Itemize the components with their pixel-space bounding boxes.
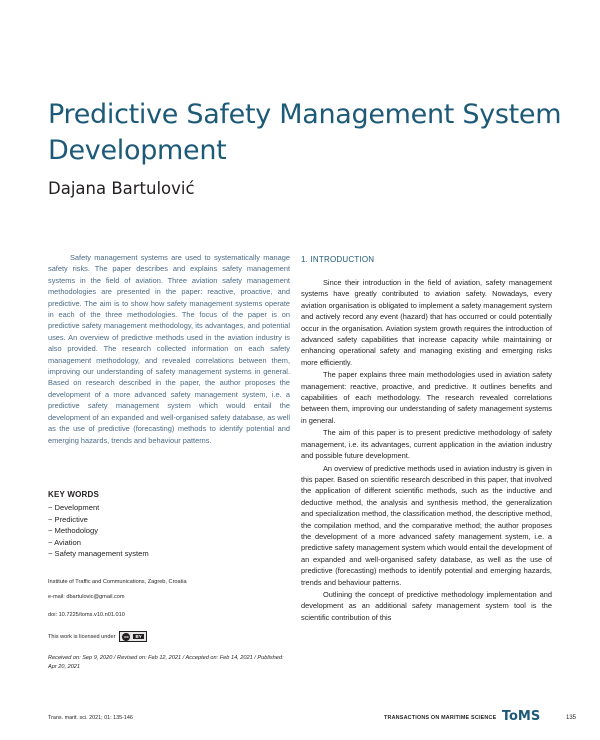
author-email[interactable]: e-mail: dbartulovic@gmail.com bbox=[48, 594, 125, 600]
keywords-list bbox=[48, 502, 149, 560]
keyword-item: ~ Safety management system bbox=[48, 549, 149, 559]
body-paragraph: The paper explains three main methodologies used in aviation safety management: reactive, proactive, and predictive. It outlines benefits and capabilities of each methodology. The research revealed correlations between them, improving our understanding of safety management systems in general. bbox=[301, 370, 552, 425]
footer-citation: Trans. marit. sci. 2021; 01: 135-146 bbox=[48, 715, 133, 721]
introduction-body bbox=[301, 277, 552, 624]
body-paragraph: The aim of this paper is to present predictive methodology of safety management, i.e. its advantages, current application in the aviation industry and possible future development. bbox=[301, 428, 552, 461]
paper-title: Predictive Safety Management System Development bbox=[48, 99, 562, 166]
license-line bbox=[48, 631, 147, 642]
affiliation: Institute of Traffic and Communications, Zagreb, Croatia bbox=[48, 579, 187, 585]
keyword-item: ~ Predictive bbox=[48, 514, 88, 524]
cc-by-badge[interactable] bbox=[119, 631, 146, 642]
body-paragraph: Since their introduction in the field of aviation, safety management systems have greatly contributed to aviation safety. Nowadays, every aviation organisation is obligated to implement a safety management system and actively record any event (hazard) that has occurred or could potentially occur in the organisation. Aviation system growth requires the introduction of advanced safety capabilities that increase capacity while maintaining or enhancing operational safety and managing existing and emerging risks more efficiently. bbox=[301, 278, 552, 367]
abstract: Safety management systems are used to systematically manage safety risks. The paper describes and explains safety management systems in the field of aviation. Three aviation safety management methodologies are presented in the paper: reactive, proactive, and predictive. The aim is to show how safety management systems operate in each of the three methodologies. The focus of the paper is on predictive safety management methodology, its advantages, and potential uses. An overview of predictive methods used in the aviation industry is also provided. The research collected information on each safety management methodology, and revealed correlations between them, improving our understanding of safety management systems in general. Based on research described in the paper, the author proposes the development of a more advanced safety management system, i.e. a predictive safety management system which would entail the development of an expanded and well-organised safety database, as well as the use of predictive (forecasting) methods to identify potential and emerging hazards, trends and behaviour patterns. bbox=[48, 253, 290, 445]
body-paragraph: An overview of predictive methods used in aviation industry is given in this paper. Based on scientific research described in this paper, that involved the application of different scientific methods, such as the inductive and deductive method, the analysis and synthesis method, the generalization and specialization method, the classification method, the descriptive method, the compilation method, and the comparative method; the author proposes the development of a more advanced safety management system, i.e. a predictive safety management system which would entail the development of an expanded and well-organised safety database, as well as the use of predictive (forecasting) methods to identify potential and emerging hazards, trends and behaviour patterns. bbox=[301, 463, 553, 587]
author-name: Dajana Bartulović bbox=[48, 179, 195, 198]
publication-dates: Received on: Sep 9, 2020 / Revised on: Feb 12, 2021 / Accepted on: Feb 14, 2021 / Published: Apr 20, 2021 bbox=[48, 655, 284, 670]
keywords-heading: KEY WORDS bbox=[48, 490, 99, 499]
doi-link[interactable]: doi: 10.7225/toms.v10.n01.010 bbox=[48, 612, 125, 618]
license-text: This work is licensed under bbox=[48, 633, 116, 640]
keyword-item: ~ Aviation bbox=[48, 537, 82, 547]
footer-journal-name: TRANSACTIONS ON MARITIME SCIENCE bbox=[384, 715, 497, 721]
by-icon: BY bbox=[135, 634, 142, 639]
section-heading-introduction: 1. INTRODUCTION bbox=[301, 255, 375, 264]
toms-logo bbox=[501, 706, 541, 724]
page-number: 135 bbox=[566, 715, 577, 721]
body-paragraph: Outlining the concept of predictive methodology implementation and development as an additional safety management system tool is the scientific contribution of this bbox=[301, 589, 552, 622]
keyword-item: ~ Methodology bbox=[48, 526, 99, 536]
logo-text: ToMS bbox=[501, 709, 541, 724]
creative-commons-icon: cc bbox=[124, 634, 129, 639]
keyword-item: ~ Development bbox=[48, 503, 100, 512]
